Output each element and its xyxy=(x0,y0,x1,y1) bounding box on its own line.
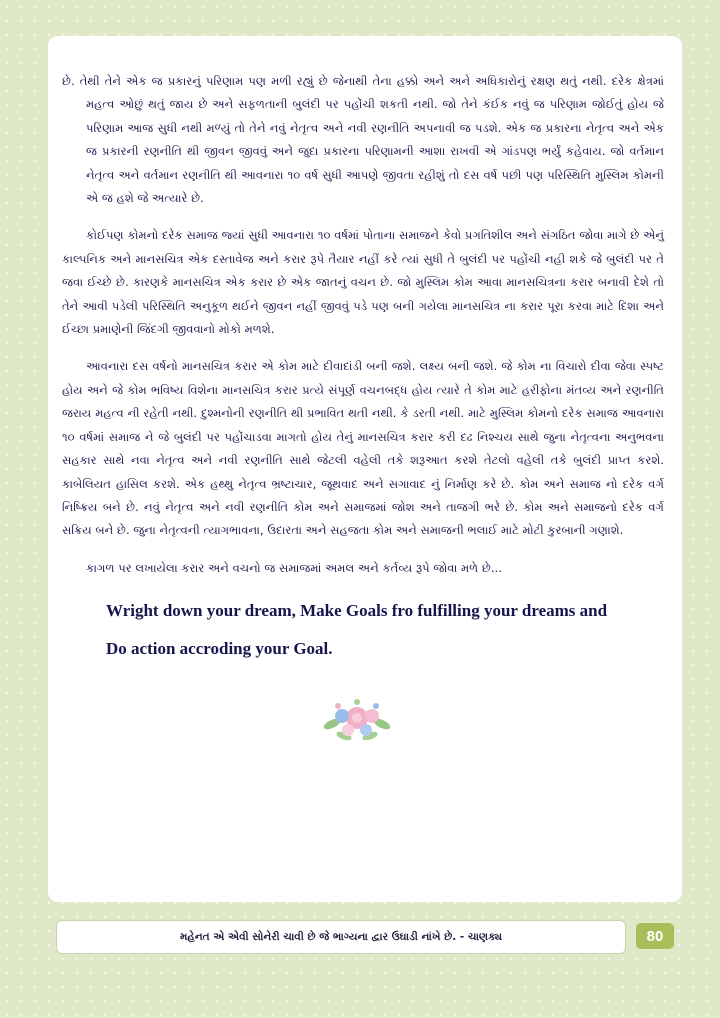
article-body xyxy=(62,70,664,668)
paragraph-1: છે. તેથી તેને એક જ પ્રકારનું પરિણામ પણ મળી રહ્યું છે જેનાથી તેના હક્કો અને અને અધિકારોનું રક્ષણ થતું નથી. દરેક ક્ષેત્રમાં મહત્વ ઓછું થતું જાય છે અને સફળતાની બુલંદી પર પહોંચી શકતી નથી. જો તેને કંઈક નવું જ પરિણામ જોઈતું હોય જે પરિણામ આજ સુધી નથી મળ્યું તો તેને નવું નેતૃત્વ અને નવી રણનીતિ અપનાવી જ પડશે. એક જ પ્રકારના નેતૃત્વ અને એક જ પ્રકારની રણનીતિ થી જીવન જીવવું અને જુદા પ્રકારના પરિણામની આશા રાખવી એ ગાંડપણ ભર્યું કહેવાય. જો વર્તમાન નેતૃત્વ અને વર્તમાન રણનીતિ થી આવનારા ૧૦ વર્ષ સુધી આપણે જીવતા રહીશું તો દસ વર્ષ પછી પણ પરિસ્થિતિ મુસ્લિમ કોમની એ જ હશે જે અત્યારે છે. xyxy=(62,74,664,206)
english-quote-line-1: Wright down your dream, Make Goals fro fulfilling your dreams and xyxy=(106,601,608,621)
closing-line: કાગળ પર લખાયેલા કરાર અને વચનો જ સમાજમાં અમલ અને કર્તવ્ય રૂપે જોવા મળે છે... xyxy=(86,560,502,575)
english-quote-line-2: Do action accroding your Goal. xyxy=(106,639,333,659)
paragraph-2: કોઈપણ કોમનો દરેક સમાજ જ્યાં સુધી આવનારા ૧૦ વર્ષમાં પોતાના સમાજને કેવો પ્રગતિશીલ અને સંગઠિત જોવા માગે છે એનું કાલ્પનિક અને માનસચિત્ર એક દસ્તાવેજ અને કરાર રૂપે તૈયાર નહીં કરે ત્યાં સુધી તે બુલંદી પર પહોંચી નહી શકે જે બુલંદી પર તે જવા ઈચ્છે છે. કારણકે માનસચિત્ર એક કરાર છે એક જાતનું વચન છે. જો મુસ્લિમ કોમ આવા માનસચિત્રના કરાર બનાવી દેશે તો તેને આવી પડેલી પરિસ્થિતિ અનુકૂળ થઈને જીવન નહીં જીવવું પડે પણ બની ગયેલા માનસચિત્ર ના કરાર પૂરા કરવા માટે દિશા અને ઈચ્છા પ્રમાણેની જિંદગી જીવવાનો મોકો મળશે. xyxy=(62,228,664,337)
paragraph-3: આવનારા દસ વર્ષનો માનસચિત્ર કરાર એ કોમ માટે દીવાદાંડી બની જશે. લક્ષ્ય બની જશે. જે કોમ ના વિચારો દીવા જેવા સ્પષ્ટ હોય અને જે કોમ ભવિષ્ય વિશેના માનસચિત્ર કરાર પ્રત્યે સંપૂર્ણ વચનબદ્ધ હોય ત્યારે તે કોમ માટે હરીફોના મંતવ્ય અને રણનીતિ જરાય મહત્વ ની રહેતી નથી. દુશ્મનોની રણનીતિ થી પ્રભાવિત થતી નથી. કે ડરતી નથી. માટે મુસ્લિમ કોમનો દરેક સમાજ આવનારા ૧૦ વર્ષમાં સમાજ ને જે બુલંદી પર પહોંચાડવા માગતો હોય તેનું માનસચિત્ર કરાર કરી દઢ નિશ્ચય સાથે જુના નેતૃત્વના અનુભવના સહકાર સાથે નવા નેતૃત્વ અને નવી રણનીતિ સાથે જેટલી વહેલી તકે શરૂઆત કરશે તેટલો વહેલી તકે બુલંદી પ્રાપ્ત કરશે. કાબેલિયત હાસિલ કરશે. એક હથ્થુ નેતૃત્વ ભ્રષ્ટાચાર, જૂથવાદ અને સગાવાદ નું નિર્માણ કરે છે. કોમ અને સમાજ નો દરેક વર્ગ નિષ્ક્રિય બને છે. નવું નેતૃત્વ અને નવી રણનીતિ કોમ અને સમાજમાં જોશ અને તાજગી ભરે છે. કોમ અને સમાજનો દરેક વર્ગ સક્રિય બને છે. જુના નેતૃત્વની ત્યાગભાવના, ઉદારતા અને સહજતા કોમ અને સમાજની ભલાઈ માટે મોટી કુરબાની ગણાશે. xyxy=(62,359,664,538)
footer-quote: મહેનત એ એવી સોનેરી ચાવી છે જે ભાગ્યના દ્વાર ઉઘાડી નાંખે છે. - ચાણક્ય xyxy=(56,920,626,954)
flower-bouquet-icon xyxy=(318,694,396,746)
page-number: 80 xyxy=(636,923,674,949)
